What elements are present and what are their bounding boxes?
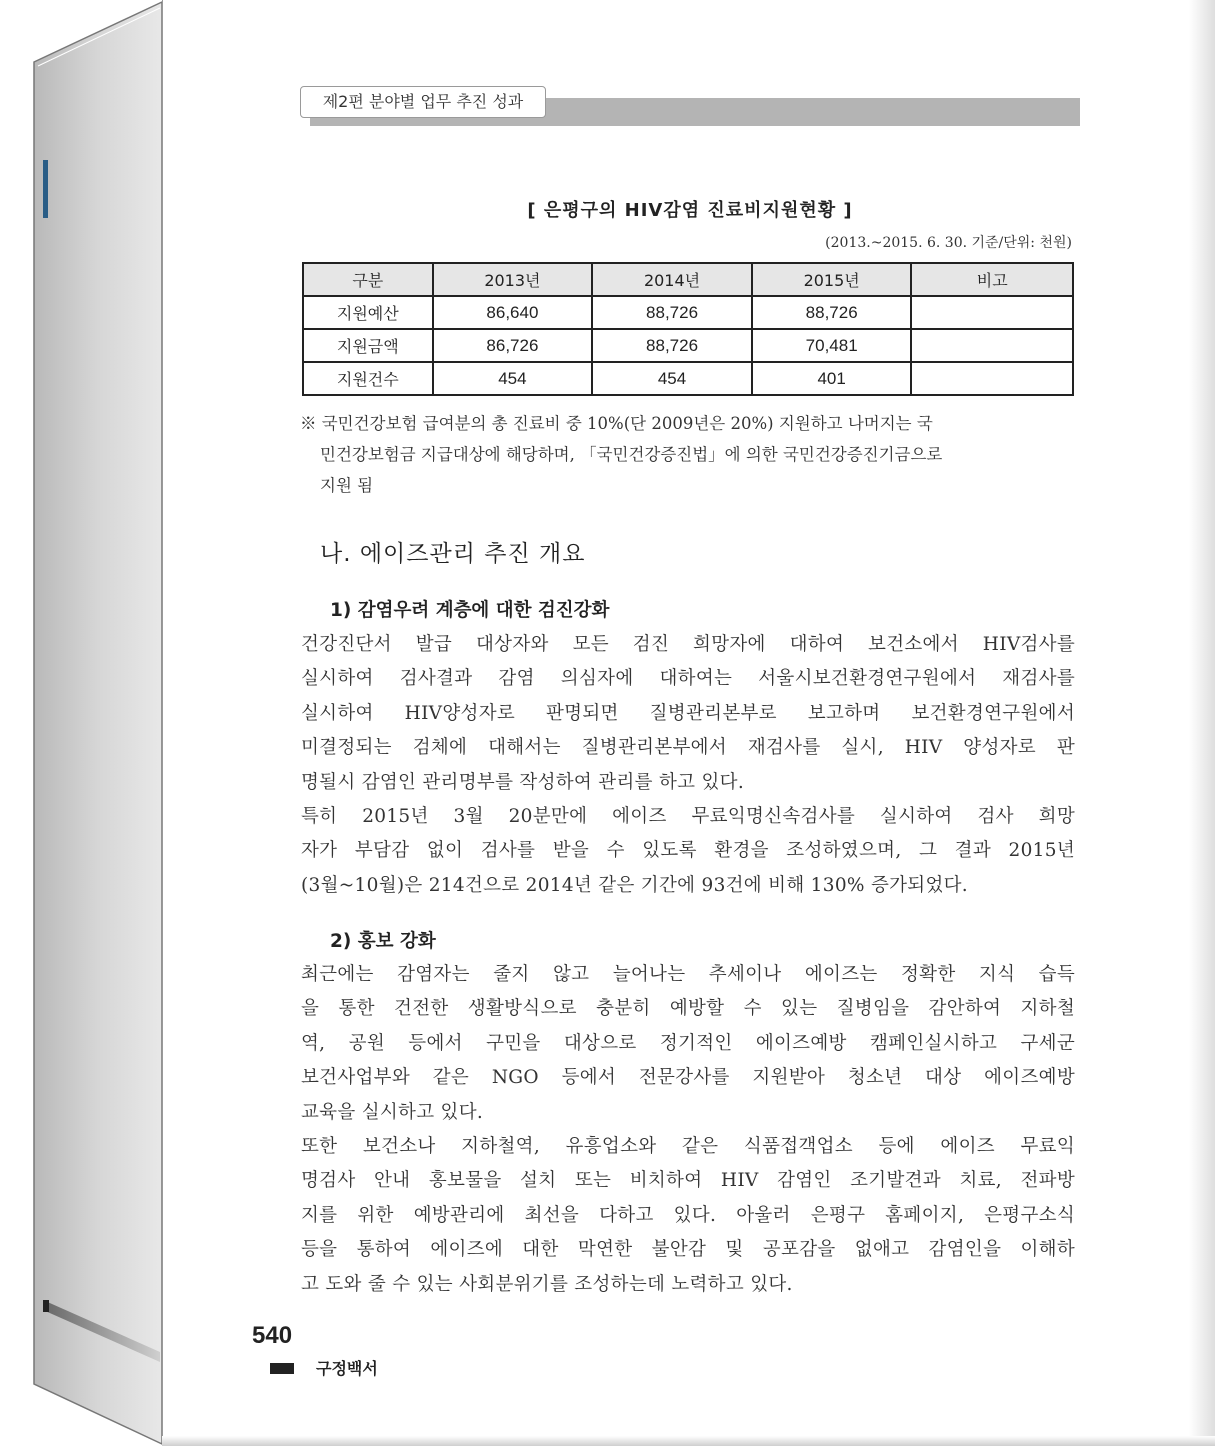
body-line: 등을 통하여 에이즈에 대한 막연한 불안감 및 공포감을 없애고 감염인을 이해하 xyxy=(301,1239,1075,1261)
table-caption: [ 은평구의 HIV감염 진료비지원현황 ] xyxy=(527,200,853,221)
table-cell: 88,726 xyxy=(752,296,912,329)
row-label: 지원금액 xyxy=(303,329,433,362)
section-tab: 제2편 분야별 업무 추진 성과 xyxy=(300,86,546,118)
footnote-line: ※ 국민건강보험 급여분의 총 진료비 중 10%(단 2009년은 20%) 지원하고 나머지는 국 xyxy=(300,414,933,433)
page-bottom-shadow xyxy=(162,1436,1215,1446)
body-line: (3월~10월)은 214건으로 2014년 같은 기간에 93건에 비해 130% 증가되었다. xyxy=(301,874,968,896)
table-cell: 86,726 xyxy=(433,329,593,362)
footer-marker xyxy=(270,1363,294,1374)
footnote-line: 민건강보험금 지급대상에 해당하며, 「국민건강증진법」에 의한 국민건강증진기금으로 xyxy=(320,445,943,464)
table-cell: 86,640 xyxy=(433,296,593,329)
table-header-row xyxy=(303,263,1073,296)
body-line: 명검사 안내 홍보물을 설치 또는 비치하여 HIV 감염인 조기발견과 치료, 전파방 xyxy=(301,1170,1075,1192)
body-line: 최근에는 감염자는 줄지 않고 늘어나는 추세이나 에이즈는 정확한 지식 습득 xyxy=(301,964,1075,985)
table-cell xyxy=(911,296,1073,329)
body-line: 또한 보건소나 지하철역, 유흥업소와 같은 식품접객업소 등에 에이즈 무료익 xyxy=(301,1136,1075,1158)
table-row xyxy=(303,329,1073,362)
table-cell: 70,481 xyxy=(752,329,912,362)
body-line: 지를 위한 예방관리에 최선을 다하고 있다. 아울러 은평구 홈페이지, 은평구소식 xyxy=(301,1204,1075,1226)
body-line: 자가 부담감 없이 검사를 받을 수 있도록 환경을 조성하였으며, 그 결과 2015년 xyxy=(301,840,1075,862)
subsection-body-1 xyxy=(301,628,1075,903)
subsection-body-2 xyxy=(301,958,1075,1302)
body-line: 보건사업부와 같은 NGO 등에서 전문강사를 지원받아 청소년 대상 에이즈예방 xyxy=(301,1067,1075,1089)
body-line: 을 통한 건전한 생활방식으로 충분히 예방할 수 있는 질병임을 감안하여 지하철 xyxy=(301,998,1075,1020)
row-label: 지원건수 xyxy=(303,362,433,395)
table-cell xyxy=(911,329,1073,362)
table-row xyxy=(303,362,1073,395)
table-footnote xyxy=(300,408,1076,501)
body-line: 건강진단서 발급 대상자와 모든 검진 희망자에 대하여 보건소에서 HIV검사를 xyxy=(301,634,1075,655)
book-title: 구정백서 xyxy=(316,1359,378,1378)
page-number: 540 xyxy=(252,1322,293,1349)
section-title: 나. 에이즈관리 추진 개요 xyxy=(320,541,586,567)
table-header-cell: 2014년 xyxy=(592,263,752,296)
footnote-line: 지원 됨 xyxy=(320,476,374,495)
page-edge-shadow xyxy=(1189,0,1215,1446)
body-line: 명될시 감염인 관리명부를 작성하여 관리를 하고 있다. xyxy=(301,771,745,793)
table-cell: 401 xyxy=(752,362,912,395)
table-cell: 88,726 xyxy=(592,296,752,329)
body-line: 특히 2015년 3월 20분만에 에이즈 무료익명신속검사를 실시하여 검사 희망 xyxy=(301,806,1075,828)
subsection-heading-2: 2) 홍보 강화 xyxy=(330,931,436,952)
row-label: 지원예산 xyxy=(303,296,433,329)
body-line: 미결정되는 검체에 대해서는 질병관리본부에서 재검사를 실시, HIV 양성자로 판 xyxy=(301,737,1075,759)
table-unit-note: (2013.~2015. 6. 30. 기준/단위: 천원) xyxy=(825,235,1072,251)
table-cell: 454 xyxy=(433,362,593,395)
table-cell: 88,726 xyxy=(592,329,752,362)
body-line: 역, 공원 등에서 구민을 대상으로 정기적인 에이즈예방 캠페인실시하고 구세군 xyxy=(301,1032,1075,1054)
table-cell xyxy=(911,362,1073,395)
table-header-cell: 2013년 xyxy=(433,263,593,296)
body-line: 실시하여 HIV양성자로 판명되면 질병관리본부로 보고하며 보건환경연구원에서 xyxy=(301,702,1075,724)
table-header-cell: 구분 xyxy=(303,263,433,296)
table-header-cell: 비고 xyxy=(911,263,1073,296)
body-line: 실시하여 검사결과 감염 의심자에 대하여는 서울시보건환경연구원에서 재검사를 xyxy=(301,668,1075,690)
body-line: 교육을 실시하고 있다. xyxy=(301,1101,484,1123)
book-spine xyxy=(0,0,170,1446)
table-header-cell: 2015년 xyxy=(752,263,912,296)
support-table xyxy=(302,262,1074,396)
body-line: 고 도와 줄 수 있는 사회분위기를 조성하는데 노력하고 있다. xyxy=(301,1273,793,1295)
table-row xyxy=(303,296,1073,329)
subsection-heading-1: 1) 감염우려 계층에 대한 검진강화 xyxy=(330,600,610,621)
table-cell: 454 xyxy=(592,362,752,395)
